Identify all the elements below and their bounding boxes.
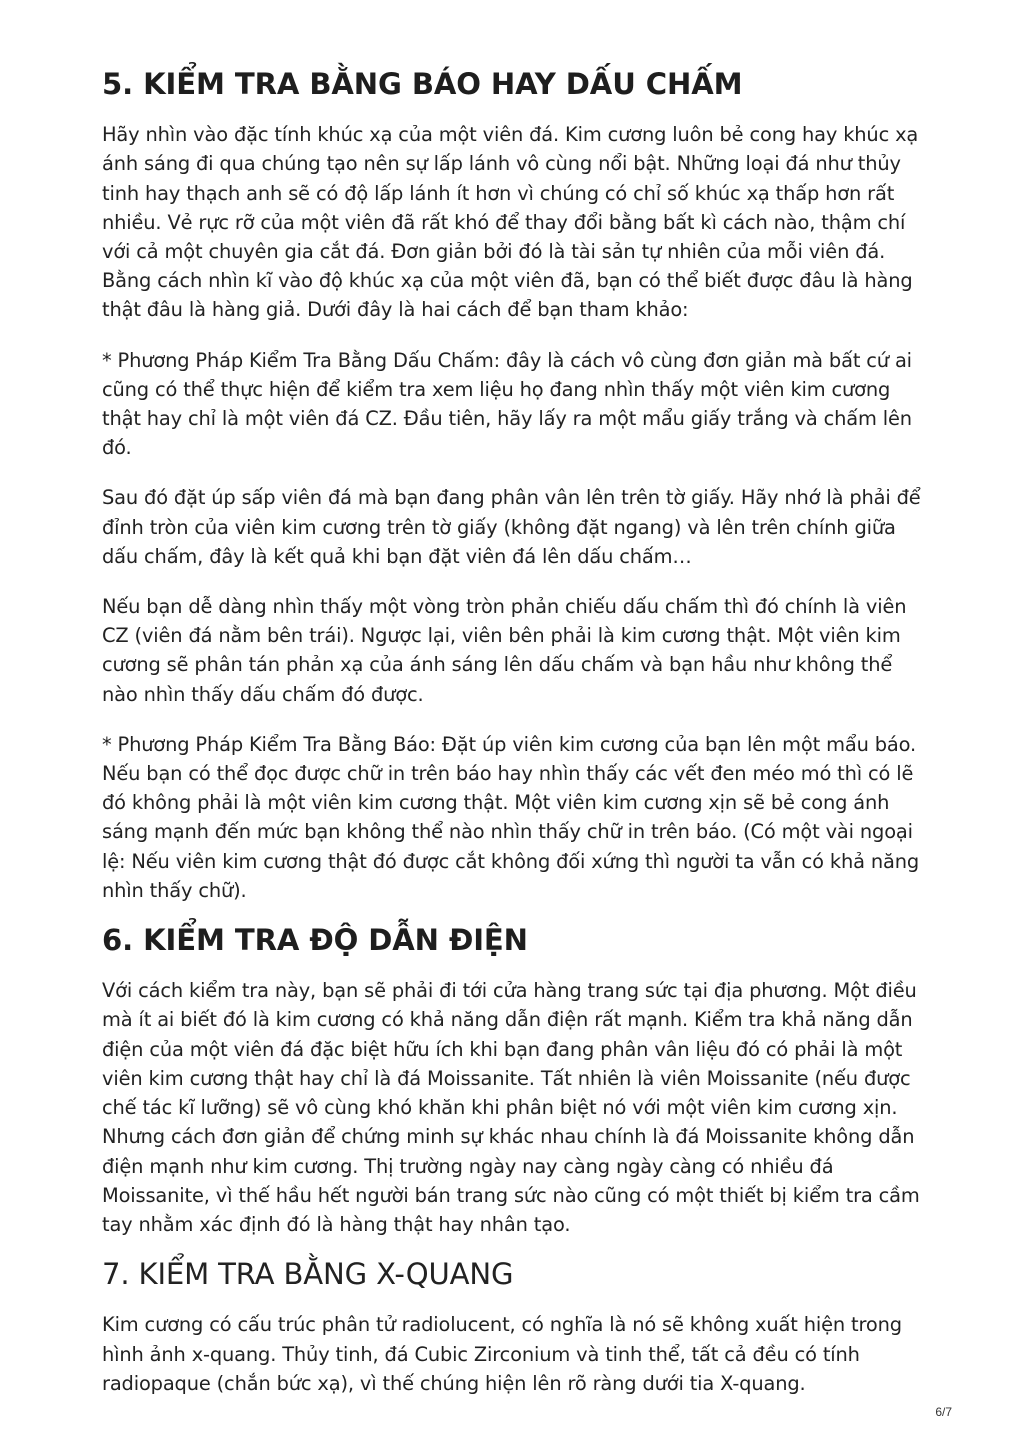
paragraph-conductivity: Với cách kiểm tra này, bạn sẽ phải đi tới cửa hàng trang sức tại địa phương. Một điều mà ít ai biết đó là kim cương có khả năng dẫn điện rất mạnh. Kiểm tra khả năng dẫn điện của một viên đá đặc biệt hữu ích khi bạn đang phân vân liệu đó có phải là một viên kim cương thật hay chỉ là đá Moissanite. Tất nhiên là viên Moissanite (nếu được chế tác kĩ lưỡng) sẽ vô cùng khó khăn khi phân biệt nó với một viên kim cương xịn. Nhưng cách đơn giản để chứng minh sự khác nhau chính là đá Moissanite không dẫn điện mạnh như kim cương. Thị trường ngày nay càng ngày càng có nhiều đá Moissanite, vì thế hầu hết người bán trang sức nào cũng có một thiết bị kiểm tra cầm tay nhằm xác định đó là hàng thật hay nhân tạo. [102,979,920,1236]
paragraph-dot-test-steps: Sau đó đặt úp sấp viên đá mà bạn đang phân vân lên trên tờ giấy. Hãy nhớ là phải để đỉnh tròn của viên kim cương trên tờ giấy (không đặt ngang) và lên trên chính giữa dấu chấm, đây là kết quả khi bạn đặt viên đá lên dấu chấm… [102,486,921,568]
section-heading-xray-test: 7. KIỂM TRA BẰNG X-QUANG [102,1257,514,1292]
section-heading-refraction-test: 5. KIỂM TRA BẰNG BÁO HAY DẤU CHẤM [102,67,743,101]
section-heading-conductivity-test: 6. KIỂM TRA ĐỘ DẪN ĐIỆN [102,923,528,958]
paragraph-newspaper-test: * Phương Pháp Kiểm Tra Bằng Báo: Đặt úp viên kim cương của bạn lên một mẩu báo. Nếu bạn có thể đọc được chữ in trên báo hay nhìn thấy các vết đen méo mó thì có lẽ đó không phải là một viên kim cương thật. Một viên kim cương xịn sẽ bẻ cong ánh sáng mạnh đến mức bạn không thể nào nhìn thấy chữ in trên báo. (Có một vài ngoại lệ: Nếu viên kim cương thật đó được cắt không đối xứng thì người ta vẫn có khả năng nhìn thấy chữ). [102,732,920,902]
paragraph-xray: Kim cương có cấu trúc phân tử radiolucent, có nghĩa là nó sẽ không xuất hiện trong hình ảnh x-quang. Thủy tinh, đá Cubic Zirconium và tinh thể, tất cả đều có tính radiopaque (chắn bức xạ), vì thế chúng hiện lên rõ ràng dưới tia X-quang. [102,1313,902,1395]
page-number: 6/7 [935,1405,952,1419]
paragraph-dot-test: * Phương Pháp Kiểm Tra Bằng Dấu Chấm: đây là cách vô cùng đơn giản mà bất cứ ai cũng có thể thực hiện để kiểm tra xem liệu họ đang nhìn thấy một viên kim cương thật hay chỉ là một viên đá CZ. Đầu tiên, hãy lấy ra một mẩu giấy trắng và chấm lên đó. [102,348,912,460]
paragraph-dot-test-result: Nếu bạn dễ dàng nhìn thấy một vòng tròn phản chiếu dấu chấm thì đó chính là viên CZ (viên đá nằm bên trái). Ngược lại, viên bên phải là kim cương thật. Một viên kim cương sẽ phân tán phản xạ của ánh sáng lên dấu chấm và bạn hầu như không thể nào nhìn thấy dấu chấm đó được. [102,595,907,706]
paragraph-refraction-intro: Hãy nhìn vào đặc tính khúc xạ của một viên đá. Kim cương luôn bẻ cong hay khúc xạ ánh sáng đi qua chúng tạo nên sự lấp lánh vô cùng nổi bật. Những loại đá như thủy tinh hay thạch anh sẽ có độ lấp lánh ít hơn vì chúng có chỉ số khúc xạ thấp hơn rất nhiều. Vẻ rực rỡ của một viên đã rất khó để thay đổi bằng bất kì cách nào, thậm chí với cả một chuyên gia cắt đá. Đơn giản bởi đó là tài sản tự nhiên của mỗi viên đá. Bằng cách nhìn kĩ vào độ khúc xạ của một viên đã, bạn có thể biết được đâu là hàng thật đâu là hàng giả. Dưới đây là hai cách để bạn tham khảo: [102,123,919,322]
document-page [102,67,924,1398]
